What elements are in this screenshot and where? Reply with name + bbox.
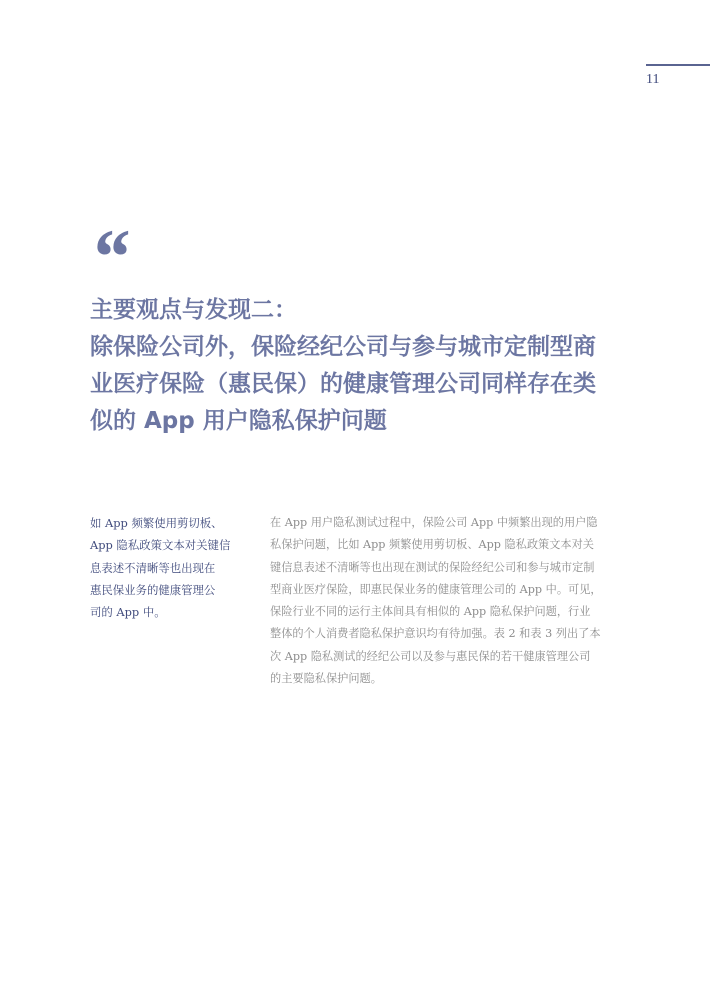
body-line: 的主要隐私保护问题。 — [270, 672, 382, 686]
header-rule — [646, 64, 710, 66]
sidebar-line: 惠民保业务的健康管理公 — [90, 582, 216, 597]
heading-line: 除保险公司外，保险经纪公司与参与城市定制型商 — [90, 334, 596, 360]
sidebar-line: 息表述不清晰等也出现在 — [90, 560, 216, 575]
body-line: 键信息表述不清晰等也出现在测试的保险经纪公司和参与城市定制 — [270, 560, 595, 574]
heading-line: 似的 App 用户隐私保护问题 — [90, 408, 387, 434]
quote-mark-icon: “ — [90, 213, 129, 300]
body-line: 型商业医疗保险，即惠民保业务的健康管理公司的 App 中。可见， — [270, 582, 602, 596]
body-line: 在 App 用户隐私测试过程中，保险公司 App 中频繁出现的用户隐 — [270, 516, 598, 529]
sidebar-note — [90, 512, 242, 623]
page-number: 11 — [646, 72, 660, 87]
sidebar-line: 司的 App 中。 — [90, 605, 166, 620]
body-line: 私保护问题，比如 App 频繁使用剪切板、App 隐私政策文本对关 — [270, 538, 594, 552]
sidebar-line: App 隐私政策文本对关键信 — [90, 538, 231, 553]
section-heading — [90, 292, 630, 440]
body-line: 整体的个人消费者隐私保护意识均有待加强。表 2 和表 3 列出了本 — [270, 627, 601, 641]
heading-line: 主要观点与发现二： — [90, 297, 297, 323]
heading-line: 业医疗保险（惠民保）的健康管理公司同样存在类 — [90, 371, 596, 397]
body-paragraph — [270, 512, 620, 690]
body-line: 保险行业不同的运行主体间具有相似的 App 隐私保护问题，行业 — [270, 605, 591, 619]
body-line: 次 App 隐私测试的经纪公司以及参与惠民保的若干健康管理公司 — [270, 649, 591, 663]
sidebar-line: 如 App 频繁使用剪切板、 — [90, 516, 223, 530]
